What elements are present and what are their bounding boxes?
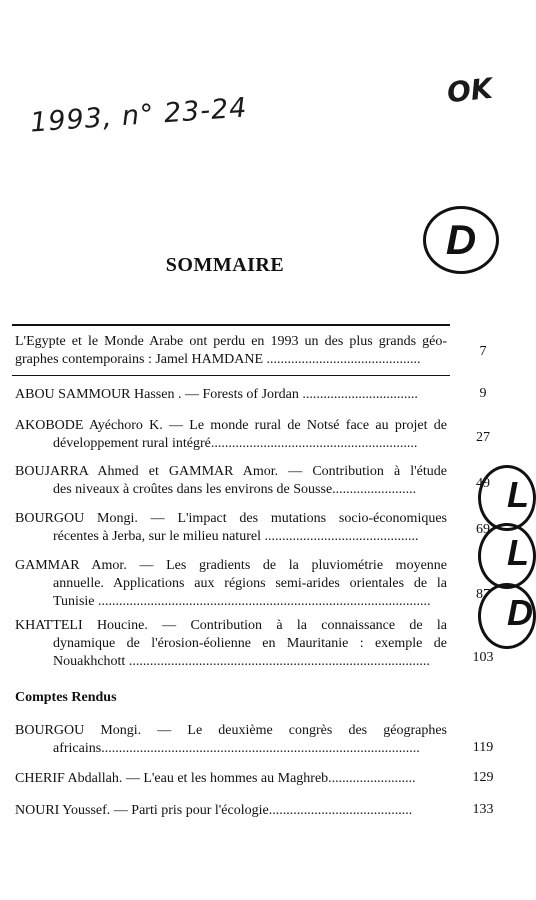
divider-second (12, 375, 450, 376)
page-title: SOMMAIRE (165, 254, 285, 276)
handwritten-date-note: 1993, n° 23-24 (29, 92, 249, 139)
toc-entry: BOURGOU Mongi. — L'impact des mutations socio-économiques récentes à Jerba, sur le milieu naturel ............................................ (15, 511, 447, 544)
edge-stamp-icon: L (478, 465, 536, 531)
toc-page-number: 49 (476, 476, 490, 491)
edge-stamp-icon: L (478, 523, 536, 589)
review-page-number: 129 (472, 770, 494, 785)
review-entry: BOURGOU Mongi. — Le deuxième congrès des géographes africains........................................................................................... (15, 723, 447, 756)
review-page-number: 133 (472, 802, 494, 817)
toc-page-number: 27 (476, 430, 490, 445)
review-page-number: 119 (472, 740, 494, 755)
toc-entry: KHATTELI Houcine. — Contribution à la connaissance de la dynamique de l'érosion-éolienne en Mauritanie : exemple de Nouakhchott ...................................................................................... (15, 618, 447, 669)
section-title: Comptes Rendus (15, 690, 117, 705)
toc-page-number: 7 (479, 344, 487, 359)
review-entry: NOURI Youssef. — Parti pris pour l'écologie......................................... (15, 803, 413, 818)
stamp-d-icon: D (423, 206, 499, 274)
toc-entry: BOUJARRA Ahmed et GAMMAR Amor. — Contribution à l'étude des niveaux à croûtes dans les environs de Sousse........................ (15, 464, 447, 497)
review-entry: CHERIF Abdallah. — L'eau et les hommes au Maghreb......................... (15, 771, 416, 786)
handwritten-ok-note: OK (445, 71, 495, 110)
toc-page-number: 87 (476, 587, 490, 602)
edge-stamp-icon: D (478, 583, 536, 649)
toc-page-number: 103 (472, 650, 494, 665)
toc-page-number: 69 (476, 522, 490, 537)
toc-entry: AKOBODE Ayéchoro K. — Le monde rural de Notsé face au projet de développement rural intégré........................................................... (15, 418, 447, 451)
toc-entry: L'Egypte et le Monde Arabe ont perdu en 1993 un des plus grands géo- graphes contemporains : Jamel HAMDANE ............................................ (15, 334, 447, 367)
toc-page-number: 9 (479, 386, 487, 401)
edge-stamps (470, 465, 533, 685)
divider-top (12, 324, 450, 326)
toc-entry: GAMMAR Amor. — Les gradients de la pluviométrie moyenne annuelle. Applications aux régions semi-arides orientales de la Tunisie ............................................................................................... (15, 558, 447, 609)
toc-entry: ABOU SAMMOUR Hassen . — Forests of Jordan ................................. (15, 387, 418, 402)
